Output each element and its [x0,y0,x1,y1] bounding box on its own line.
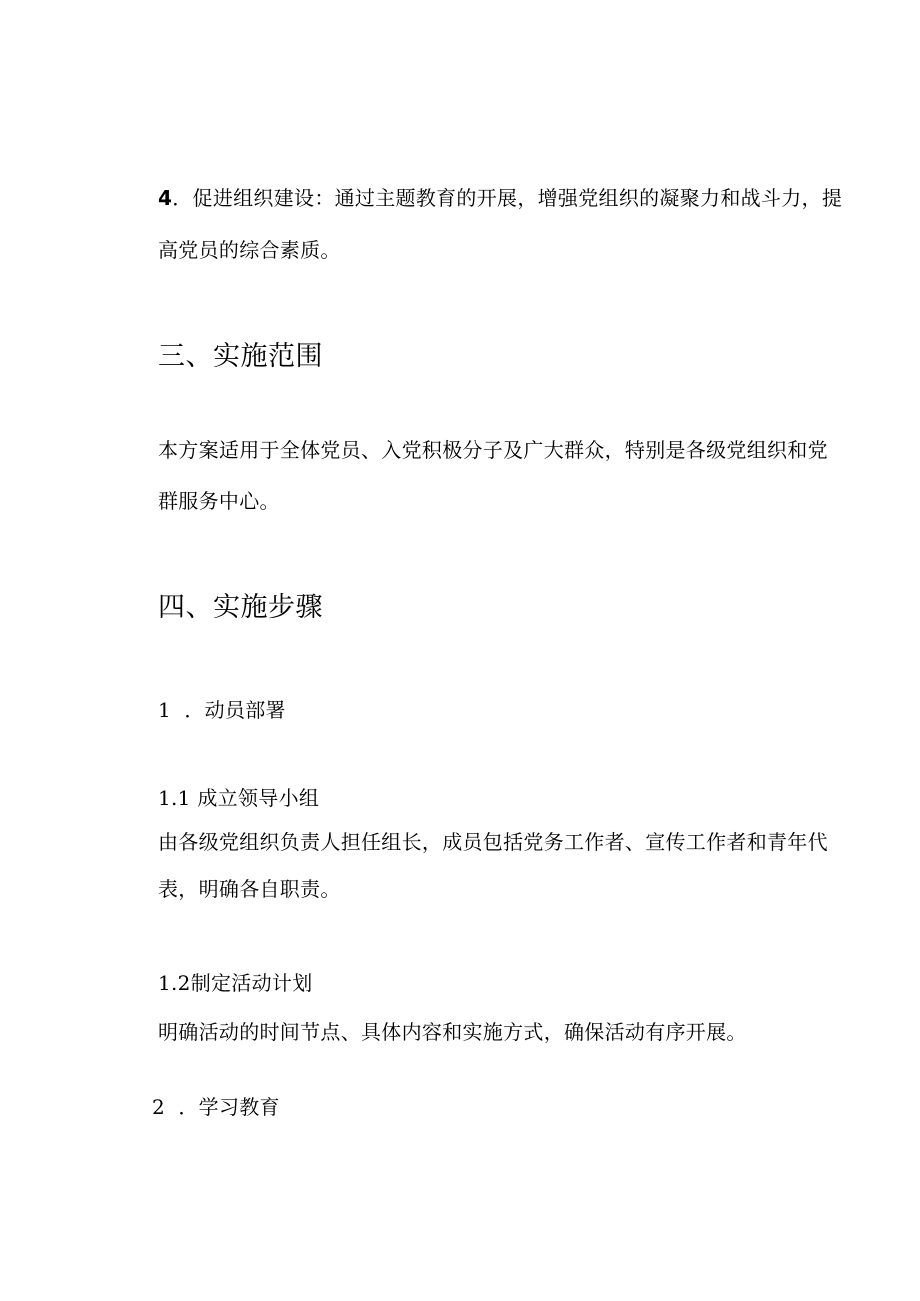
step-1-2-line-1: 明确活动的时间节点、具体内容和实施方式，确保活动有序开展。 [158,1020,747,1044]
scope-paragraph-line-2: 群服务中心。 [158,489,280,513]
step-1-2-title: 1.2制定活动计划 [158,971,313,995]
step-1-text: ．动员部署 [184,698,286,722]
goal-item-4-line-1 [158,186,842,210]
goal-item-4-line-2: 高党员的综合素质。 [158,238,341,262]
step-1-1-line-1: 由各级党组织负责人担任组长，成员包括党务工作者、宣传工作者和青年代 [158,830,828,854]
step-1-1-title: 1.1 成立领导小组 [158,786,320,810]
step-2-text: ．学习教育 [178,1095,280,1119]
step-1-number: 1 [158,698,172,722]
goal-item-4-number: 4 [158,186,173,210]
step-1-1-line-2: 表，明确各自职责。 [158,877,341,901]
scope-heading: 三、实施范围 [158,341,323,372]
step-1-title [158,698,286,722]
goal-item-4-text: ．促进组织建设：通过主题教育的开展，增强党组织的凝聚力和战斗力，提 [172,186,843,210]
scope-paragraph-line-1: 本方案适用于全体党员、入党积极分子及广大群众，特别是各级党组织和党 [158,438,828,462]
steps-heading: 四、实施步骤 [158,592,323,623]
step-2-number: 2 [152,1095,166,1119]
step-2-title [152,1095,280,1119]
